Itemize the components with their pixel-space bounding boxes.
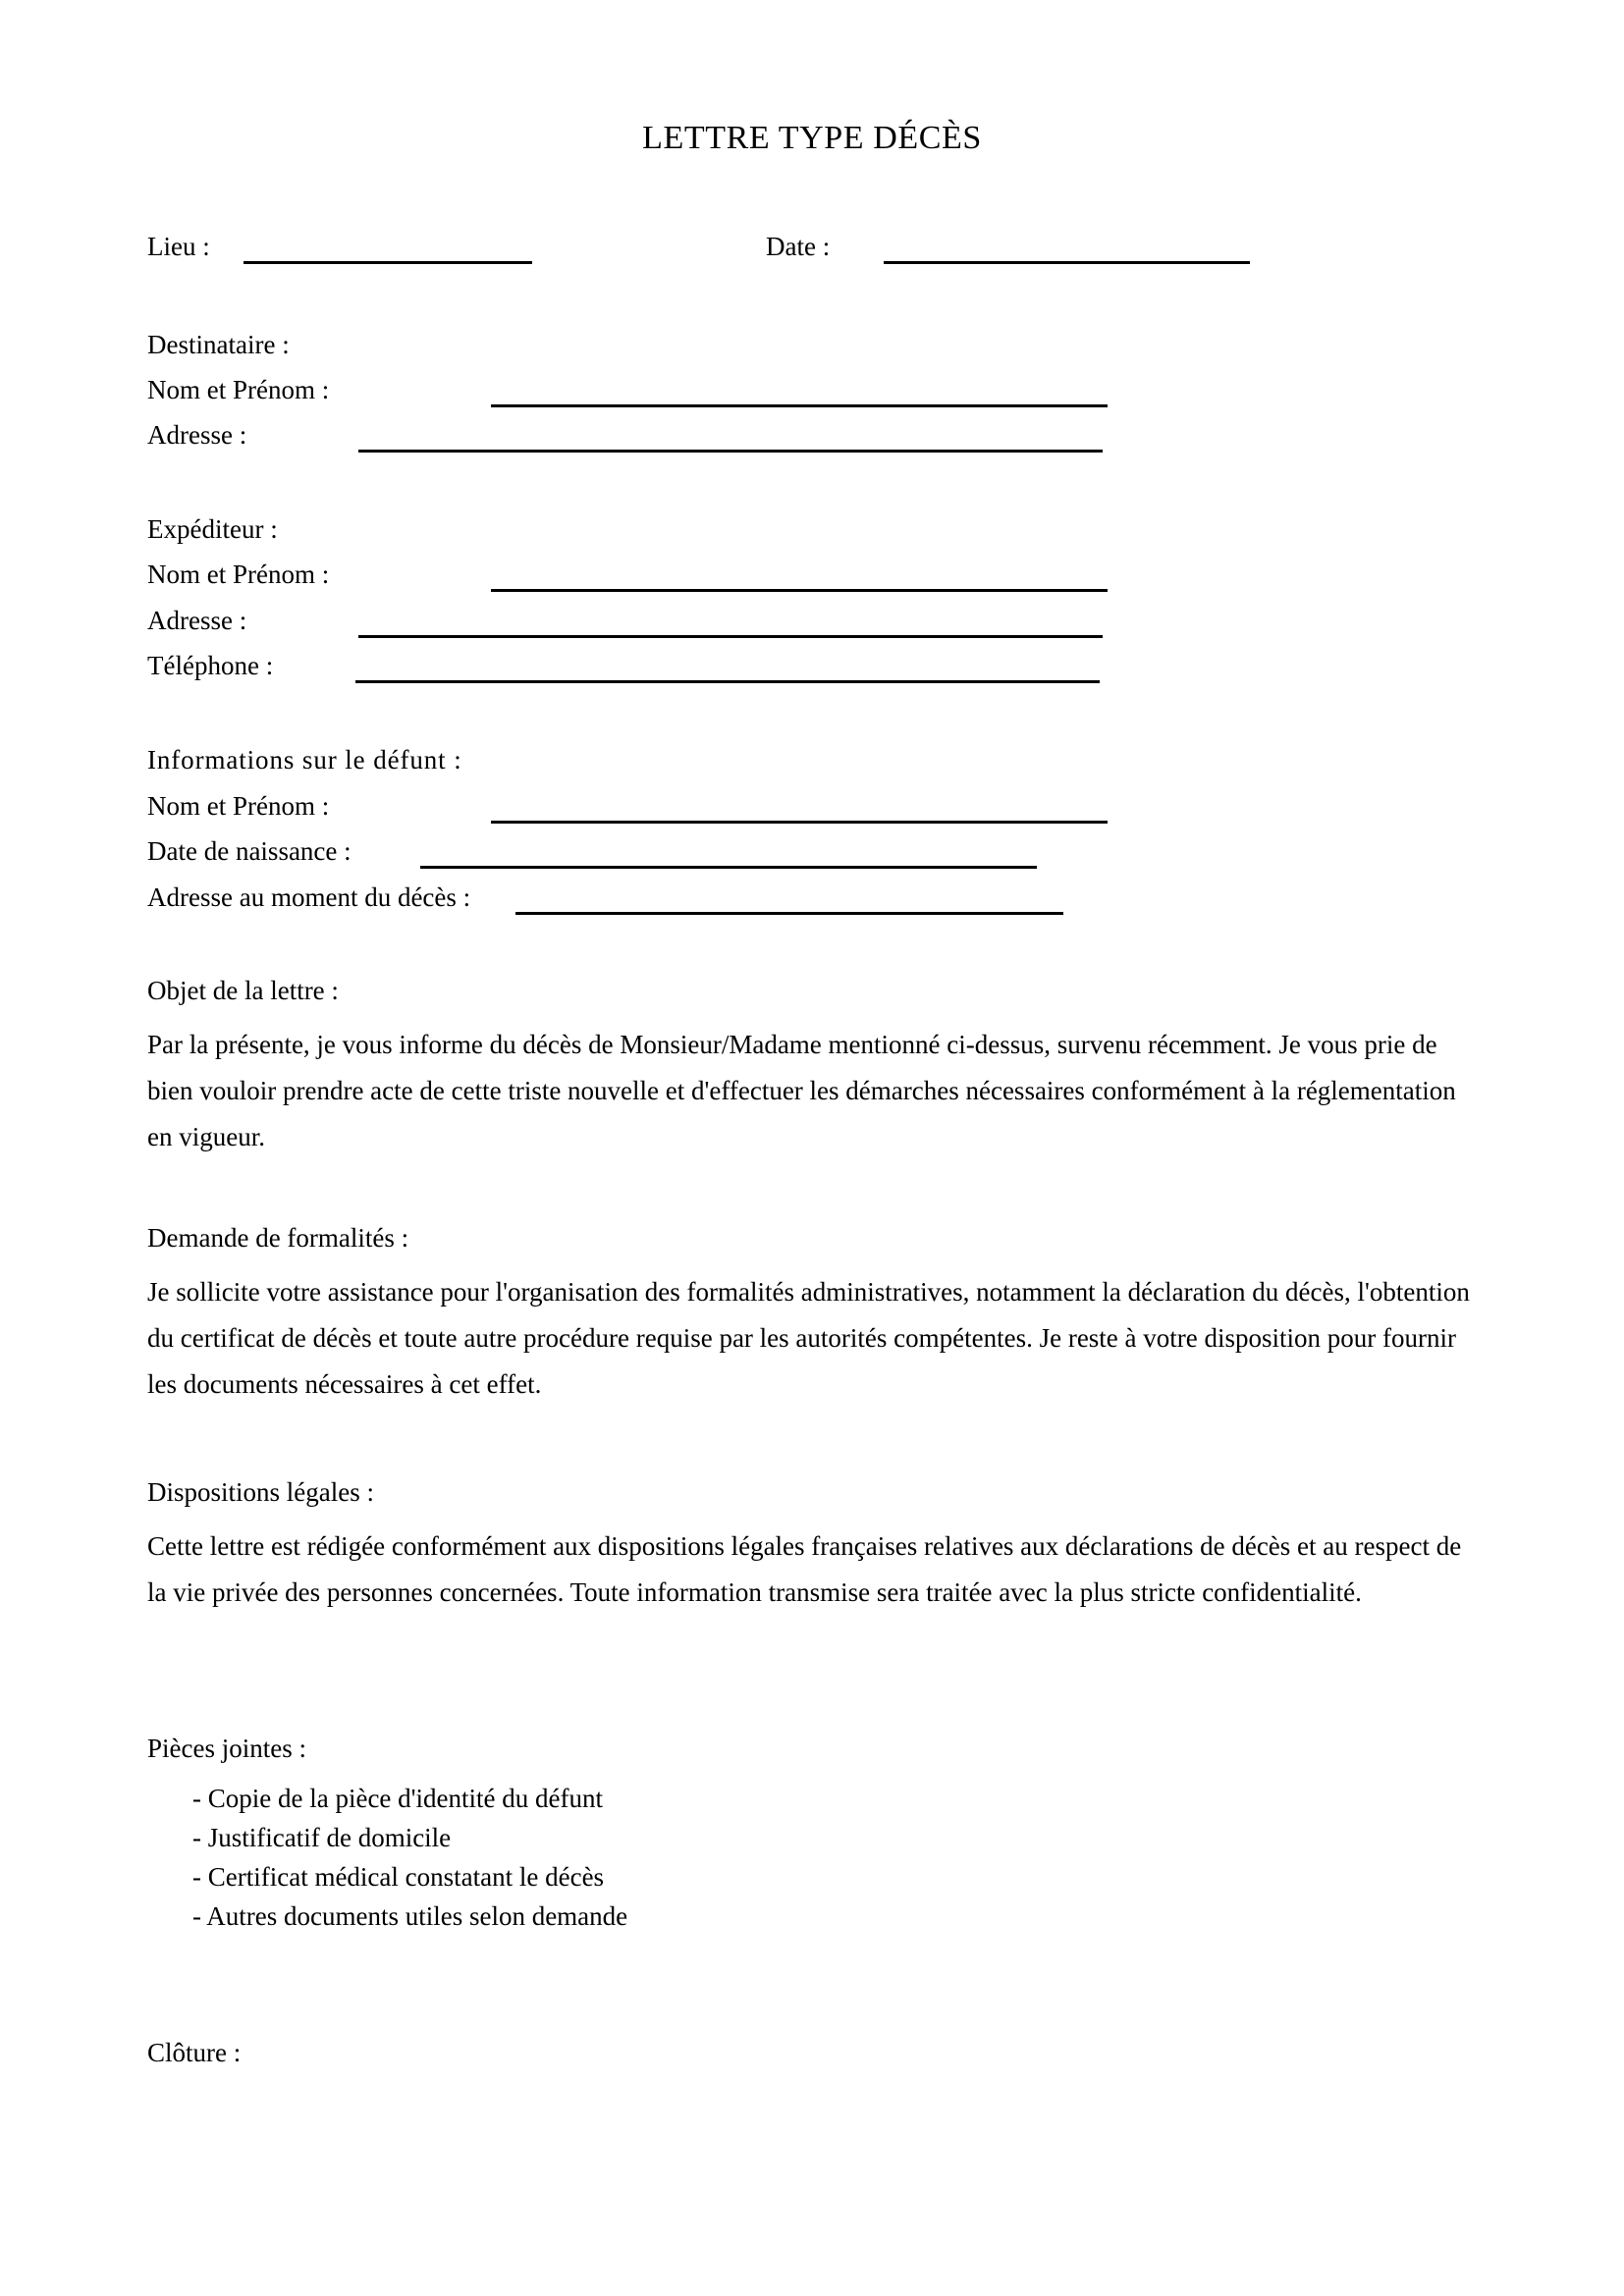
sender-address-label: Adresse : <box>147 606 247 635</box>
lieu-input-line[interactable] <box>244 261 532 264</box>
recipient-name-label: Nom et Prénom : <box>147 375 330 404</box>
recipient-address-input-line[interactable] <box>358 450 1103 453</box>
deceased-address-label: Adresse au moment du décès : <box>147 882 471 912</box>
deceased-birthdate-label: Date de naissance : <box>147 836 352 866</box>
lieu-label: Lieu : <box>147 232 210 261</box>
sender-phone-label: Téléphone : <box>147 651 274 680</box>
list-item: - Certificat médical constatant le décès <box>192 1862 605 1892</box>
formalities-body: Je sollicite votre assistance pour l'organisation des formalités administratives, notamment la déclaration du décès, l'obtention du certificat de décès et toute autre procédure requise par les autorités compétentes. Je reste à votre disposition pour fournir les documents nécessaires à cet effet. <box>147 1277 1470 1399</box>
field-row-deceased-name <box>147 790 1108 829</box>
list-item: - Justificatif de domicile <box>192 1823 452 1852</box>
object-heading: Objet de la lettre : <box>147 976 339 1005</box>
page-title: LETTRE TYPE DÉCÈS <box>642 120 982 156</box>
field-row-date <box>766 231 1250 270</box>
sender-phone-input-line[interactable] <box>355 680 1100 683</box>
field-row-sender-name <box>147 559 1108 598</box>
legal-body: Cette lettre est rédigée conformément aux dispositions légales françaises relatives aux déclarations de décès et au respect de la vie privée des personnes concernées. Toute information transmise sera traitée avec la plus stricte confidentialité. <box>147 1531 1462 1607</box>
field-row-recipient-address <box>147 419 1103 458</box>
field-row-deceased-address <box>147 881 1063 921</box>
deceased-name-input-line[interactable] <box>491 821 1108 824</box>
sender-name-input-line[interactable] <box>491 589 1108 592</box>
deceased-heading: Informations sur le défunt : <box>147 745 462 774</box>
object-body: Par la présente, je vous informe du décès de Monsieur/Madame mentionné ci-dessus, survenu récemment. Je vous prie de bien vouloir prendre acte de cette triste nouvelle et d'effectuer les démarches nécessaires conformément à la réglementation en vigueur. <box>147 1030 1456 1151</box>
sender-heading: Expéditeur : <box>147 514 278 544</box>
field-row-recipient-name <box>147 374 1108 413</box>
recipient-heading: Destinataire : <box>147 330 290 359</box>
formalities-heading: Demande de formalités : <box>147 1223 409 1253</box>
field-row-lieu <box>147 231 532 270</box>
recipient-name-input-line[interactable] <box>491 404 1108 407</box>
list-item: - Copie de la pièce d'identité du défunt <box>192 1784 603 1813</box>
field-row-deceased-birthdate <box>147 835 1037 875</box>
field-row-sender-address <box>147 605 1103 644</box>
legal-heading: Dispositions légales : <box>147 1477 374 1507</box>
deceased-name-label: Nom et Prénom : <box>147 791 330 821</box>
list-item: - Autres documents utiles selon demande <box>192 1901 628 1931</box>
closing-heading: Clôture : <box>147 2038 242 2067</box>
sender-address-input-line[interactable] <box>358 635 1103 638</box>
date-label: Date : <box>766 232 831 261</box>
attachments-list <box>192 1779 627 1936</box>
attachments-heading: Pièces jointes : <box>147 1734 306 1763</box>
field-row-sender-phone <box>147 650 1100 689</box>
date-input-line[interactable] <box>884 261 1250 264</box>
deceased-address-input-line[interactable] <box>515 912 1063 915</box>
sender-name-label: Nom et Prénom : <box>147 560 330 589</box>
deceased-birthdate-input-line[interactable] <box>420 866 1037 869</box>
recipient-address-label: Adresse : <box>147 420 247 450</box>
